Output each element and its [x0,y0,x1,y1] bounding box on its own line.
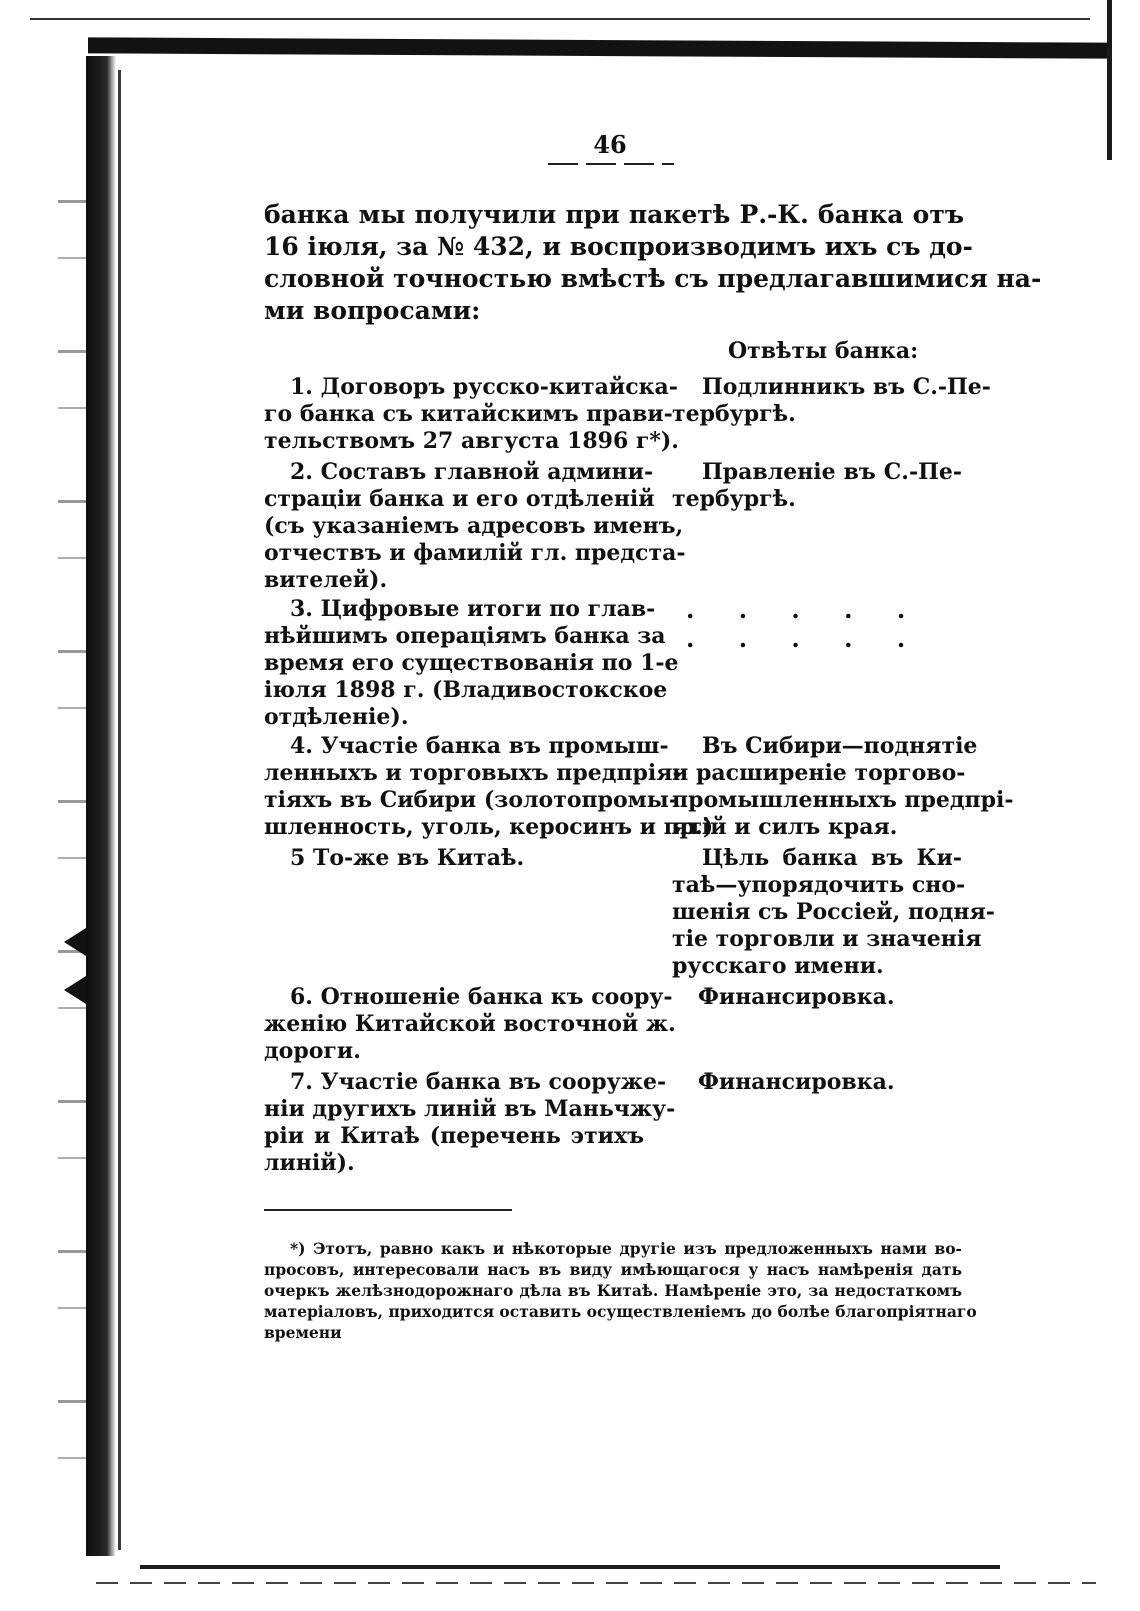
scan-margin-specks [58,160,86,1540]
answer-line: тербургѣ. [672,486,796,512]
answer-line: Въ Сибири—поднятіе [702,733,978,759]
answer-line: и расширеніе торгово- [672,760,966,786]
answer-line: русскаго имени. [672,953,884,979]
answer-5 [672,845,995,980]
answer-line: Цѣль банка въ Ки- [702,845,962,871]
answer-line: тербургѣ. [672,401,796,427]
answer-line: тіе торговли и значенія [672,926,982,952]
question-5 [264,845,644,872]
question-line: страціи банка и его отдѣленій [264,486,655,512]
question-line: линій). [264,1150,355,1176]
question-line: женію Китайской восточной ж. [264,1011,676,1037]
question-line: (съ указаніемъ адресовъ именъ, [264,513,684,539]
answer-line: Подлинникъ въ С.-Пе- [702,374,991,400]
intro-line: банка мы получили при пакетѣ Р.-К. банка отъ [264,200,964,229]
intro-line: 16 іюля, за № 432, и воспроизводимъ ихъ съ до- [264,232,973,261]
margin-arrow-icon [64,928,86,956]
question-line: 5 То-же въ Китаѣ. [290,845,525,871]
answer-1 [672,374,991,428]
question-line: ленныхъ и торговыхъ предпрія- [264,760,682,786]
answer-6 [672,984,962,1011]
answer-line: ятій и силъ края. [672,814,898,840]
question-line: 2. Составъ главной админи- [290,459,654,485]
scan-border-bottom-dash [96,1582,1096,1584]
answer-line: Правленіе въ С.-Пе- [702,459,962,485]
footnote-rule [264,1209,512,1211]
intro-paragraph [264,199,1042,327]
question-line: 4. Участіе банка въ промыш- [290,733,669,759]
question-line: тіяхъ въ Сибири (золотопромы- [264,787,678,813]
question-4 [264,733,714,841]
scan-border-bottom [140,1565,1000,1569]
question-line: дороги. [264,1038,361,1064]
question-line: го банка съ китайскимъ прави- [264,401,673,427]
question-line: іюля 1898 г. (Владивостокское [264,677,668,703]
question-line: шленность, уголь, керосинъ и пр.) [264,814,714,840]
page-number: 46 [593,130,627,159]
footnote-line: просовъ, интересовали насъ въ виду имѣющагося у насъ намѣренія дать [264,1260,962,1279]
question-line: 3. Цифровые итоги по глав- [290,596,656,622]
question-6 [264,984,676,1065]
question-line: вителей). [264,567,388,593]
answers-header: Отвѣты банка: [728,338,919,364]
answer-3-dots: . . . . . . . . . . [686,595,924,653]
question-line: 1. Договоръ русско-китайска- [290,374,678,400]
question-line: нѣйшимъ операціямъ банка за [264,623,666,649]
footnote-line: времени [264,1323,342,1342]
answer-line: шенія съ Россіей, подня- [672,899,995,925]
scan-border-right [1107,0,1112,160]
intro-line: ми вопросами: [264,296,481,325]
answer-line: Финансировка. [698,1069,895,1095]
answer-4 [672,733,1014,841]
intro-line: словной точностью вмѣстѣ съ предлагавшимися на- [264,264,1042,293]
answer-7 [672,1069,962,1096]
answer-line: Финансировка. [698,984,895,1010]
question-line: 6. Отношеніе банка къ соору- [290,984,673,1010]
question-2 [264,459,686,594]
footnote [264,1238,977,1343]
question-line: ріи и Китаѣ (перечень этихъ [264,1123,644,1149]
answer-2 [672,459,962,513]
question-line: 7. Участіе банка въ сооруже- [290,1069,667,1095]
footnote-line: *) Этотъ, равно какъ и нѣкоторые другіе изъ предложенныхъ нами во- [290,1239,962,1258]
question-line: время его существованія по 1-е [264,650,679,676]
scan-border-top-thin [30,18,1090,20]
footnote-line: матеріаловъ, приходится оставить осуществленіемъ до болѣе благопріятнаго [264,1302,977,1321]
scan-border-top [88,37,1108,58]
page-number-rule [548,163,674,165]
answer-line: таѣ—упорядочить сно- [672,872,966,898]
question-line: отдѣленіе). [264,704,409,730]
scan-binding-shadow [86,56,116,1556]
question-line: отчествъ и фамилій гл. предста- [264,540,686,566]
margin-arrow-icon [64,976,86,1004]
question-line: ніи другихъ линій въ Маньчжу- [264,1096,676,1122]
footnote-line: очеркъ желѣзнодорожнаго дѣла въ Китаѣ. Намѣреніе это, за недостаткомъ [264,1281,962,1300]
question-3 [264,596,679,731]
question-line: тельствомъ 27 августа 1896 г*). [264,428,679,454]
answer-line: промышленныхъ предпрі- [672,787,1014,813]
question-1 [264,374,679,455]
question-7 [264,1069,676,1177]
scan-border-left-inner [118,70,121,1550]
